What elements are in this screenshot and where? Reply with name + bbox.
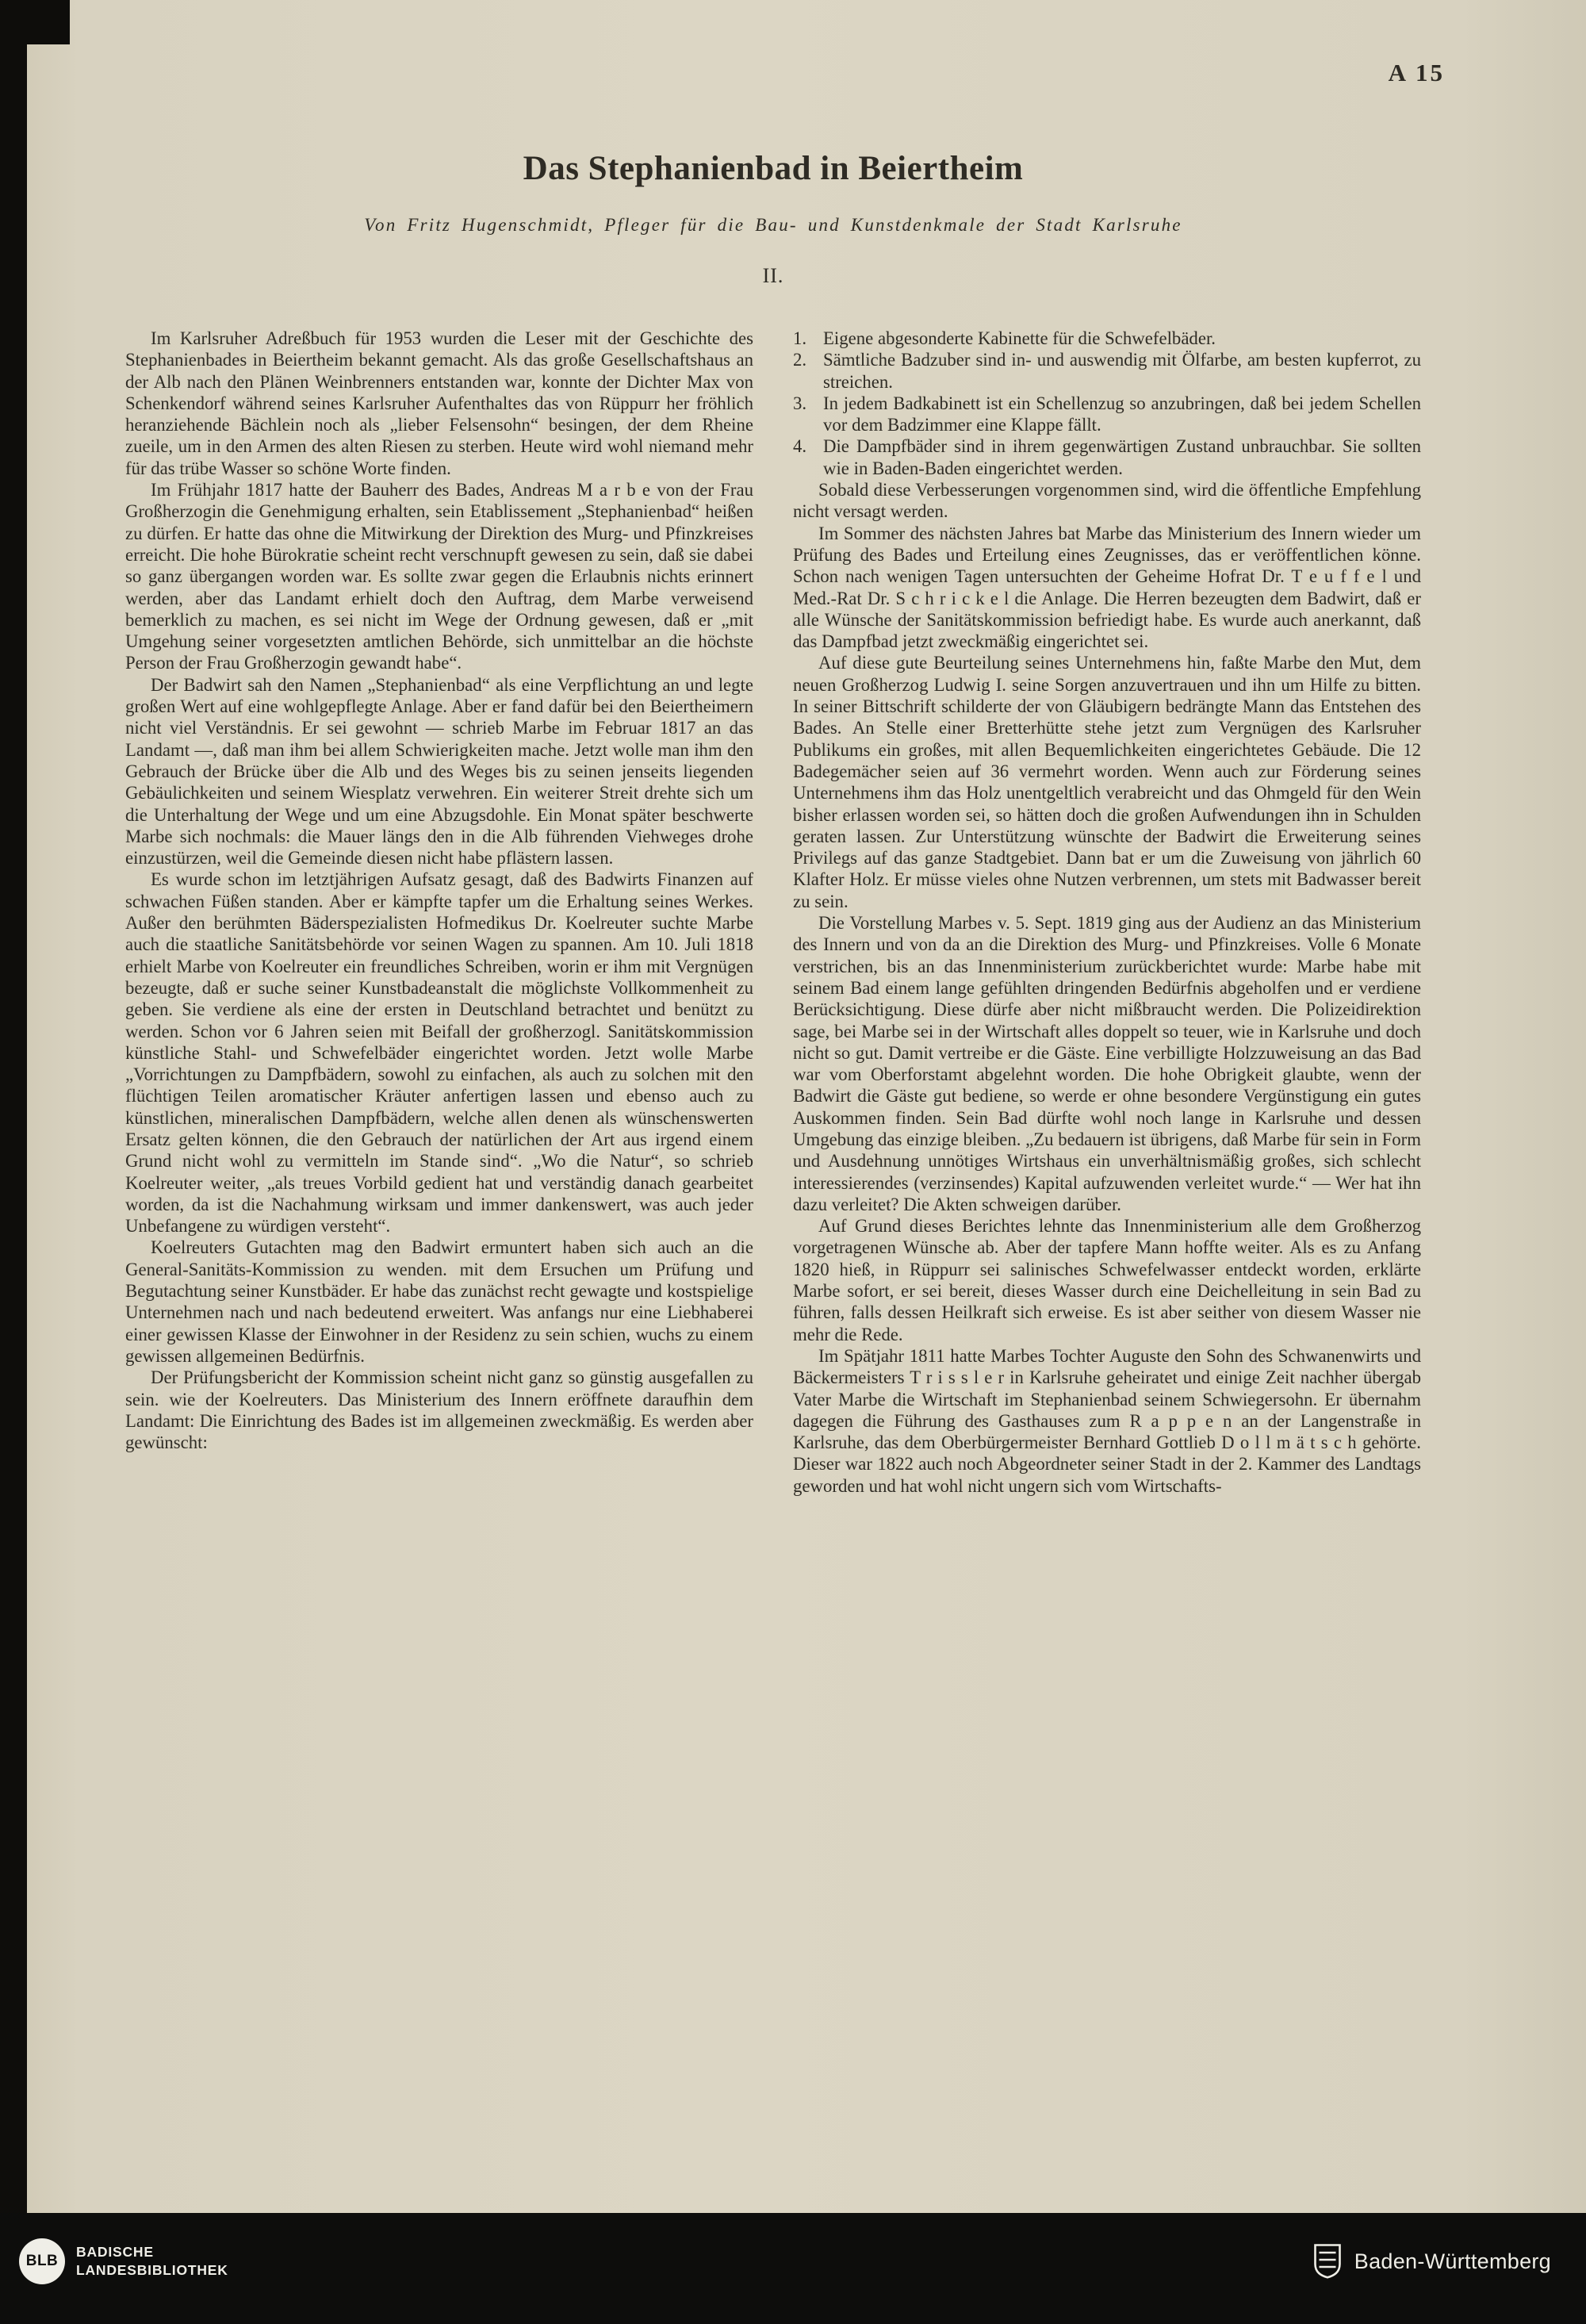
blb-logo-text: BLB xyxy=(25,2253,59,2269)
list-item-text: Eigene abgesonderte Kabinette für die Schwefelbäder. xyxy=(823,328,1216,348)
library-name xyxy=(76,2243,228,2280)
state-name: Baden-Württemberg xyxy=(1354,2249,1551,2273)
list-item-number: 2. xyxy=(793,350,807,370)
paragraph: Im Spätjahr 1811 hatte Marbes Tochter Auguste den Sohn des Schwanenwirts und Bäckermeisters T r i s s l e r in Karlsruhe geheiratet und einige Zeit nachher übergab Vater Marbe die Wirtschaft im Stephanienbad seinem Schwiegersohn. Er übernahm dagegen die Führung des Gasthauses zum R a p p e n an der Langenstraße in Karlsruhe, das dem Oberbürgermeister Bernhard Gottlieb D o l l m ä t s c h gehörte. Dieser war 1822 auch noch Abgeordneter seiner Stadt in der 2. Kammer des Landtags geworden und hat wohl nicht ungern sich vom Wirtschafts- xyxy=(793,1345,1421,1496)
paragraph: Im Sommer des nächsten Jahres bat Marbe das Ministerium des Innern wieder um Prüfung des Bades und Erteilung eines Zeugnisses, das er veröffentlichen könne. Schon nach wenigen Tagen untersuchten der Geheime Hofrat Dr. T e u f f e l und Med.-Rat Dr. S c h r i c k e l die Anlage. Die Herren bezeugten dem Badwirt, daß er alle Wünsche der Sanitätskommission befriedigt habe. Es wurde auch anerkannt, daß das Dampfbad jetzt zweckmäßig eingerichtet sei. xyxy=(793,523,1421,652)
paragraph: Sobald diese Verbesserungen vorgenommen sind, wird die öffentliche Empfehlung nicht versagt werden. xyxy=(793,480,1421,522)
library-name-line1: BADISCHE xyxy=(76,2244,154,2261)
list-item-text: Die Dampfbäder sind in ihrem gegenwärtigen Zustand unbrauchbar. Sie sollten wie in Baden-Baden eingerichtet werden. xyxy=(823,436,1421,478)
blb-logo-icon xyxy=(19,2238,65,2284)
right-column-paragraphs xyxy=(793,479,1421,1497)
list-item-text: Sämtliche Badzuber sind in- und auswendig mit Ölfarbe, am besten kupferrot, zu streichen. xyxy=(823,350,1421,392)
list-item xyxy=(793,393,1421,436)
paragraph: Auf diese gute Beurteilung seines Unternehmens hin, faßte Marbe den Mut, dem neuen Großherzog Ludwig I. seine Sorgen anzuvertrauen und ihn um Hilfe zu bitten. In seiner Bittschrift schilderte der von Gläubigern bedrängte Mann das Entstehen des Bades. An Stelle einer Bretterhütte stehe jetzt zum Vergnügen des Karlsruher Publikums ein großes, mit allen Bequemlichkeiten eingerichtetes Gebäude. Die 12 Badegemächer seien auf 36 vermehrt worden. Wenn auch zur Förderung seines Unternehmens ihm das Holz unentgeltlich verabreicht und das Ohmgeld für den Wein bisher erlassen worden sei, so hätten doch die großen Aufwendungen ihn in Schulden geraten lassen. Zur Unterstützung wünschte der Badwirt die Erweiterung seines Privilegs auf das ganze Stadtgebiet. Dann bat er um die Zuweisung von jährlich 60 Klafter Holz. Er müsse vieles ohne Nutzen verbrennen, um stets mit Badwasser bereit zu sein. xyxy=(793,653,1421,911)
article-title: Das Stephanienbad in Beiertheim xyxy=(523,150,1024,187)
list-item-text: In jedem Badkabinett ist ein Schellenzug so anzubringen, daß bei jedem Schellen vor dem Badzimmer eine Klappe fällt. xyxy=(823,393,1421,435)
requirements-list xyxy=(793,328,1421,479)
baden-wuerttemberg-emblem-icon xyxy=(1313,2243,1342,2280)
state-brand xyxy=(1313,2243,1551,2280)
paragraph: Im Frühjahr 1817 hatte der Bauherr des Bades, Andreas M a r b e von der Frau Großherzogin die Genehmigung erhalten, sein Etablissement „Stephanienbad“ heißen zu dürfen. Er hatte das ohne die Mitwirkung der Direktion des Murg- und Pfinzkreises erreicht. Die hohe Bürokratie scheint recht verschnupft gewesen zu sein, daß sie dabei so ganz übergangen worden war. Es sollte zwar gegen die Erlaubnis nichts erinnert werden, aber das Landamt erhielt doch den Auftrag, dem Marbe verweisend bemerklich zu machen, es sei nicht im Wege der Ordnung gewesen, daß er „mit Umgehung seiner vorgesetzten amtlichen Behörde, sich unmittelbar an die höchste Person der Frau Großherzogin gewandt habe“. xyxy=(125,480,753,673)
paragraph: Im Karlsruher Adreßbuch für 1953 wurden die Leser mit der Geschichte des Stephanienbades in Beiertheim bekannt gemacht. Als das große Gesellschaftshaus an der Alb nach den Plänen Weinbrenners entstanden war, konnte der Dichter Max von Schenkendorf während seines Karlsruher Aufenthaltes das von Rüppurr her fröhlich heranziehende Bächlein noch als „lieber Felsensohn“ besingen, der dem Rheine zueile, um in den Armen des alten Riesen zu sterben. Heute wird wohl niemand mehr für das trübe Wasser so schöne Worte finden. xyxy=(125,328,753,478)
paragraph: Es wurde schon im letztjährigen Aufsatz gesagt, daß des Badwirts Finanzen auf schwachen Füßen standen. Aber er kämpfte tapfer um die Erhaltung seines Werkes. Außer den berühmten Bäderspezialisten Hofmedikus Dr. Koelreuter suchte Marbe auch die staatliche Sanitätsbehörde vor seinen Wagen zu spannen. Am 10. Juli 1818 erhielt Marbe von Koelreuter ein freundliches Schreiben, worin er ihm mit Vergnügen bezeugte, daß er suche seiner Kunstbadeanstalt die möglichste Vollkommenheit zu geben. Sie verdiene als eine der ersten in Deutschland betrachtet und benützt zu werden. Schon vor 6 Jahren seien mit Beifall der großherzogl. Sanitätskommission künstliche Stahl- und Schwefelbäder eingerichtet worden. Jetzt wolle Marbe „Vorrichtungen zu Dampfbädern, sowohl zu einfachen, als auch zu solchen mit den flüchtigen Teilen aromatischer Kräuter anfertigen lassen und ebenso auch zu künstlichen, mineralischen Dampfbädern, welche allen denen als wünschenswerten Ersatz gelten können, die den Gebrauch der natürlichen der Art aus irgend einem Grund nicht wohl zu vermitteln im Stande sind“. „Wo die Natur“, so schrieb Koelreuter weiter, „als treues Vorbild gedient hat und verständig danach gearbeitet worden, da ist die Nachahmung wirksam und immer dankenswert, was auch jeder Unbefangene zu würdigen versteht“. xyxy=(125,869,753,1237)
text-columns xyxy=(125,328,1421,1497)
right-column xyxy=(793,328,1421,1497)
paragraph: Koelreuters Gutachten mag den Badwirt ermuntert haben sich auch an die General-Sanitäts-Kommission zu wenden. mit dem Ersuchen um Prüfung und Begutachtung seiner Kunstbäder. Er habe das zunächst recht gewagte und kostspielige Unternehmen nach und nach bedeutend erweitert. Was anfangs nur eine Liebhaberei einer gewissen Klasse der Einwohner in der Residenz zu sein schien, wuchs zu einem gewissen allgemeinen Bedürfnis. xyxy=(125,1237,753,1366)
list-item xyxy=(793,349,1421,393)
list-item-number: 3. xyxy=(793,393,807,413)
scan-edge-left xyxy=(0,0,27,2324)
footer-bar xyxy=(0,2213,1586,2324)
list-item xyxy=(793,435,1421,479)
scan-edge-top-left-corner xyxy=(0,0,70,44)
paragraph: Der Badwirt sah den Namen „Stephanienbad“ als eine Verpflichtung an und legte großen Wert auf eine wohlgepflegte Anlage. Aber er fand dafür bei den Beiertheimern nicht viel Verständnis. Er sei gewohnt — schrieb Marbe im Februar 1817 an das Landamt —, daß man ihm bei allem Schwierigkeiten mache. Jetzt wolle man ihm den Gebrauch der Brücke über die Alb und des Weges bis zu seinen jenseits liegenden Gebäulichkeiten und seinem Wiesplatz verwehren. Ein weiterer Streit drehte sich um die Unterhaltung der Wege und um eine Abzugsdohle. Ein Monat später beschwerte Marbe sich nochmals: die Mauer längs den in die Alb führenden Viehweges drohe einzustürzen, weil die Gemeinde diesen nicht habe pflästern lassen. xyxy=(125,674,753,869)
paragraph: Auf Grund dieses Berichtes lehnte das Innenministerium alle dem Großherzog vorgetragenen Wünsche ab. Aber der tapfere Mann hoffte weiter. Als es zu Anfang 1820 hieß, in Rüppurr sei salinisches Schwefelwasser entdeckt worden, erklärte Marbe sofort, er sei bereit, dieses Wasser durch eine Deichelleitung in sein Bad zu führen, falls dessen Heilkraft sich erweise. Es ist aber seither von diesem Wasser nie mehr die Rede. xyxy=(793,1216,1421,1344)
paragraph: Die Vorstellung Marbes v. 5. Sept. 1819 ging aus der Audienz an das Ministerium des Innern und von da an die Direktion des Murg- und Pfinzkreises. Volle 6 Monate verstrichen, bis an das Innenministerium zurückberichtet wurde: Marbe habe mit seinem Bad einem lange gefühlten dringenden Bedürfnis abgeholfen und er verdiene Berücksichtigung. Diese dürfe aber nicht mißbraucht werden. Die Polizeidirektion sage, bei Marbe sei in der Wirtschaft alles doppelt so teuer, wie in Karlsruhe und doch nicht so gut. Damit vertreibe er die Gäste. Eine verbilligte Holzzuweisung an das Bad war vom Oberforstamt abgelehnt worden. Die hohe Obrigkeit glaubte, wenn der Badwirt die Gäste gut bediene, so werde er ohne besondere Vergünstigung ein gutes Auskommen finden. Sein Bad dürfte wohl noch lange in Karlsruhe und dessen Umgebung das einzige bleiben. „Zu bedauern ist übrigens, daß Marbe für sein in Form und Ausdehnung unnötiges Wirtshaus ein unverhältnismäßig großes, sich schlecht interessierendes (verzinsendes) Kapital aufzuwenden verleitet wurde.“ — Wer hat ihn dazu verleitet? Die Akten schweigen darüber. xyxy=(793,913,1421,1214)
list-item-number: 4. xyxy=(793,436,807,457)
left-column xyxy=(125,328,753,1497)
list-item xyxy=(793,328,1421,349)
page-number: A 15 xyxy=(1388,59,1445,86)
library-brand xyxy=(19,2238,228,2284)
section-heading: II. xyxy=(762,264,784,287)
library-name-line2: LANDESBIBLIOTHEK xyxy=(76,2262,228,2278)
article-byline: Von Fritz Hugenschmidt, Pfleger für die Bau- und Kunstdenkmale der Stadt Karlsruhe xyxy=(364,215,1182,235)
paragraph: Der Prüfungsbericht der Kommission scheint nicht ganz so günstig ausgefallen zu sein. wie der Koelreuters. Das Ministerium des Innern eröffnete daraufhin dem Landamt: Die Einrichtung des Bades ist im allgemeinen zweckmäßig. Es werden aber gewünscht: xyxy=(125,1367,753,1453)
page-content xyxy=(125,0,1421,2205)
list-item-number: 1. xyxy=(793,328,807,348)
